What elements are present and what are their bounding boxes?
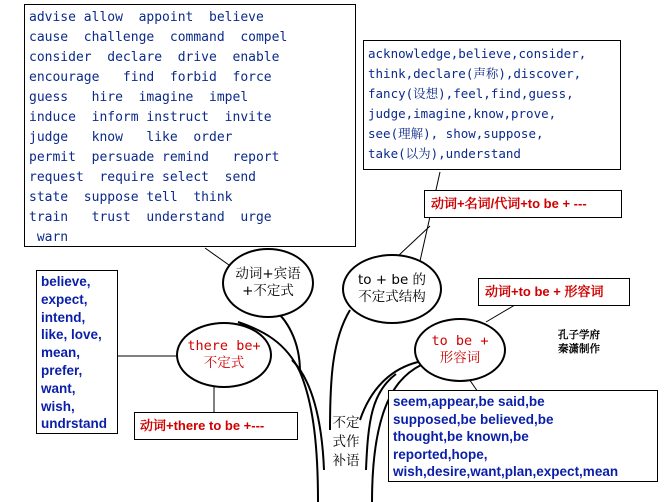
verb-list-bottom-right [388,390,658,482]
ellipse-to-be-structure: to + be 的 不定式结构 [342,254,442,324]
verb-list-top-right [363,40,621,170]
verb-line: mean, [41,345,81,361]
ellipse-there-be-infinitive: there be+ 不定式 [176,322,272,388]
verb-line: wish,desire,want,plan,expect,mean [393,464,619,479]
verb-line: guess hire imagine impel [29,90,249,105]
credit-label: 孔子学府 秦潇制作 [558,329,600,355]
verb-line: see(理解), show,suppose, [368,126,544,141]
pattern-there-to-be: 动词+there to be +--- [134,412,298,440]
verb-line: advise allow appoint believe [29,10,264,25]
verb-line: judge know like order [29,130,233,145]
verb-list-top-left [24,4,356,247]
verb-line: fancy(设想),feel,find,guess, [368,86,574,101]
verb-line: want, [41,380,76,396]
pattern-adjective: 动词+to be + 形容词 [478,278,630,306]
trunk-label: 不定 式作 补语 [332,415,360,469]
verb-line: judge,imagine,know,prove, [368,106,557,121]
verb-line: believe, [41,274,91,289]
connector-noun [398,226,430,256]
verb-line: supposed,be believed,be [393,411,554,427]
verb-line: encourage find forbid force [29,70,272,85]
verb-line: request require select send [29,170,256,185]
ellipse-to-be-adjective: to be + 形容词 [414,318,506,382]
verb-line: cause challenge command compel [29,30,288,45]
verb-line: expect, [41,291,88,307]
verb-line: reported,hope, [393,446,488,462]
verb-line: undrstand [41,416,107,432]
verb-line: state suppose tell think [29,190,233,205]
verb-line: acknowledge,believe,consider, [368,46,587,61]
verb-line: take(以为),understand [368,146,521,161]
verb-line: seem,appear,be said,be [393,394,545,409]
verb-line: consider declare drive enable [29,50,280,65]
branch-to-be [330,310,350,430]
verb-line: intend, [41,309,86,325]
ellipse-verb-object-infinitive: 动词+宾语 +不定式 [222,248,314,318]
verb-list-left [36,270,118,434]
pattern-noun-pronoun: 动词+名词/代词+to be + --- [424,190,622,218]
connector-top-right [418,172,440,270]
verb-line: like, love, [41,327,102,343]
verb-line: warn [29,230,69,245]
verb-line: permit persuade remind report [29,150,280,165]
verb-line: induce inform instruct invite [29,110,272,125]
verb-line: train trust understand urge [29,210,272,225]
verb-line: wish, [41,398,75,414]
verb-line: prefer, [41,362,83,378]
verb-line: thought,be known,be [393,429,529,444]
verb-line: think,declare(声称),discover, [368,66,582,81]
